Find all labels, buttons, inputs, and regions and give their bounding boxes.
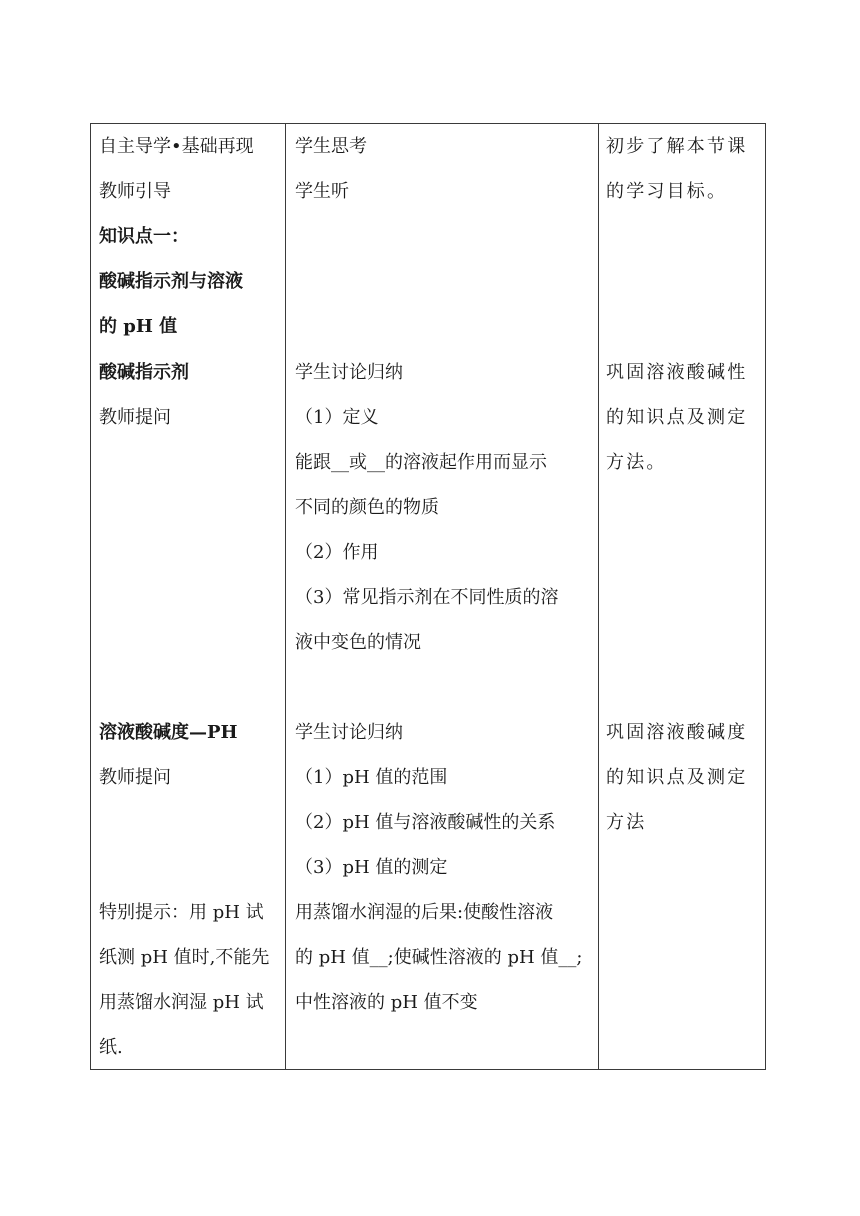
special-tip-line: 特别提示：用 pH 试 (99, 902, 264, 923)
section3-student-activity (295, 710, 593, 1025)
section3-design-intent (606, 710, 761, 845)
section1-col2-line: 学生听 (295, 181, 349, 202)
section1-col3-line: 的学习目标。 (606, 181, 728, 202)
column-divider-1 (285, 124, 286, 1069)
section2-col2-line: 能跟__或__的溶液起作用而显示 (295, 452, 547, 473)
section1-col1-line: 教师引导 (99, 181, 171, 202)
section1-student-activity (295, 124, 593, 214)
section3-col2-line: 用蒸馏水润湿的后果:使酸性溶液 (295, 902, 554, 923)
section1-col1-line: 的 pH 值 (99, 316, 178, 337)
section2-col2-line: （2）作用 (295, 542, 379, 563)
section2-col3-line: 方法。 (606, 452, 667, 473)
section2-design-intent (606, 350, 761, 485)
section3-col1-line: 溶液酸碱度—PH (99, 722, 238, 743)
section3-col2-line: （2）pH 值与溶液酸碱性的关系 (295, 812, 556, 833)
special-tip-line: 纸测 pH 值时,不能先 (99, 947, 270, 968)
special-tip-note (99, 890, 281, 1070)
section2-col1-line: 酸碱指示剂 (99, 362, 189, 383)
section2-col3-line: 巩固溶液酸碱性 (606, 362, 748, 383)
section2-col2-line: 不同的颜色的物质 (295, 497, 439, 518)
section2-col2-line: （1）定义 (295, 407, 379, 428)
section3-col2-line: （3）pH 值的测定 (295, 857, 448, 878)
lesson-plan-table (90, 123, 766, 1070)
section3-col3-line: 方法 (606, 812, 647, 833)
section1-design-intent (606, 124, 761, 214)
section1-col3-line: 初步了解本节课 (606, 136, 748, 157)
section2-col2-line: 学生讨论归纳 (295, 362, 403, 383)
section2-col1-line: 教师提问 (99, 407, 171, 428)
section3-teacher-activity (99, 710, 281, 800)
section3-col2-line: 学生讨论归纳 (295, 722, 403, 743)
section2-col2-line: （3）常见指示剂在不同性质的溶 (295, 587, 559, 608)
section3-col2-line: 的 pH 值__;使碱性溶液的 pH 值__; (295, 947, 583, 968)
section2-teacher-activity (99, 350, 281, 440)
section2-student-activity (295, 350, 593, 665)
special-tip-line: 用蒸馏水润湿 pH 试 (99, 992, 264, 1013)
section1-teacher-activity (99, 124, 281, 349)
special-tip-line: 纸. (99, 1037, 123, 1058)
section1-col1-line: 知识点一： (99, 226, 189, 247)
column-divider-2 (598, 124, 599, 1069)
section1-col1-line: 酸碱指示剂与溶液 (99, 271, 243, 292)
section1-col2-line: 学生思考 (295, 136, 367, 157)
section3-col2-line: 中性溶液的 pH 值不变 (295, 992, 478, 1013)
section3-col1-line: 教师提问 (99, 767, 171, 788)
section3-col3-line: 巩固溶液酸碱度 (606, 722, 748, 743)
section3-col3-line: 的知识点及测定 (606, 767, 748, 788)
section3-col2-line: （1）pH 值的范围 (295, 767, 448, 788)
section1-col1-line: 自主导学•基础再现 (99, 136, 254, 157)
section2-col3-line: 的知识点及测定 (606, 407, 748, 428)
section2-col2-line: 液中变色的情况 (295, 632, 421, 653)
